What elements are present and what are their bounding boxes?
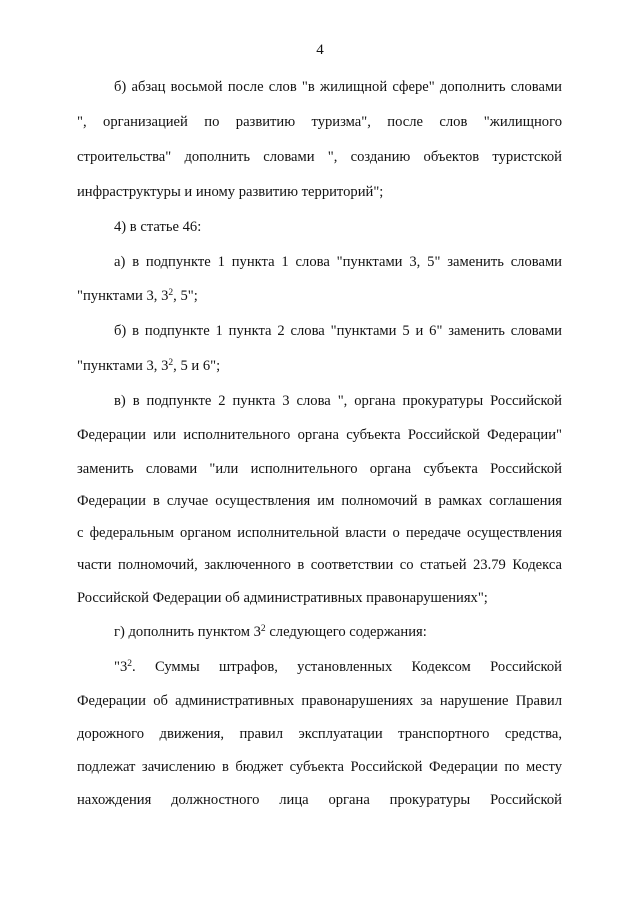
text-fragment: следующего содержания: <box>265 624 427 640</box>
text-line: в) в подпункте 2 пункта 3 слова ", органа прокуратуры Российской <box>114 393 562 409</box>
text-line: строительства" дополнить словами ", созданию объектов туристской <box>77 149 562 165</box>
text-line: ", организацией по развитию туризма", после слов "жилищного <box>77 114 562 130</box>
text-line: а) в подпункте 1 пункта 1 слова "пунктами 3, 5" заменить словами <box>114 254 562 270</box>
superscript: 2 <box>168 358 174 368</box>
text-line: Российской Федерации об административных правонарушениях"; <box>77 590 488 606</box>
text-fragment: . Суммы штрафов, установленных Кодексом Российской <box>132 659 562 675</box>
text-line: Федерации в случае осуществления им полномочий в рамках соглашения <box>77 493 562 509</box>
text-line <box>77 286 562 306</box>
text-fragment: "пунктами 3, 3 <box>77 288 169 304</box>
superscript: 2 <box>260 624 266 634</box>
text-line: части полномочий, заключенного в соответствии со статьей 23.79 Кодекса <box>77 557 562 573</box>
text-fragment: г) дополнить пунктом 3 <box>114 624 261 640</box>
text-line: дорожного движения, правил эксплуатации транспортного средства, <box>77 726 562 742</box>
text-line <box>114 622 562 642</box>
text-line: заменить словами "или исполнительного органа субъекта Российской <box>77 461 562 477</box>
text-line: нахождения должностного лица органа прокуратуры Российской <box>77 792 562 808</box>
text-line: 4) в статье 46: <box>114 219 202 235</box>
text-line: б) в подпункте 1 пункта 2 слова "пунктами 5 и 6" заменить словами <box>114 323 562 339</box>
page-number: 4 <box>316 42 324 58</box>
text-line: с федеральным органом исполнительной власти о передаче осуществления <box>77 525 562 541</box>
text-fragment: , 5"; <box>173 288 198 304</box>
superscript: 2 <box>127 659 133 669</box>
text-fragment: , 5 и 6"; <box>173 358 221 374</box>
text-fragment: "3 <box>114 659 128 675</box>
text-line: б) абзац восьмой после слов "в жилищной сфере" дополнить словами <box>114 79 562 95</box>
text-line: Федерации или исполнительного органа субъекта Российской Федерации" <box>77 427 562 443</box>
text-line: инфраструктуры и иному развитию территорий"; <box>77 184 384 200</box>
text-fragment: "пунктами 3, 3 <box>77 358 169 374</box>
text-line: подлежат зачислению в бюджет субъекта Российской Федерации по месту <box>77 759 562 775</box>
text-line <box>114 657 562 677</box>
text-line: Федерации об административных правонарушениях за нарушение Правил <box>77 693 562 709</box>
text-line <box>77 356 562 376</box>
superscript: 2 <box>168 288 174 298</box>
